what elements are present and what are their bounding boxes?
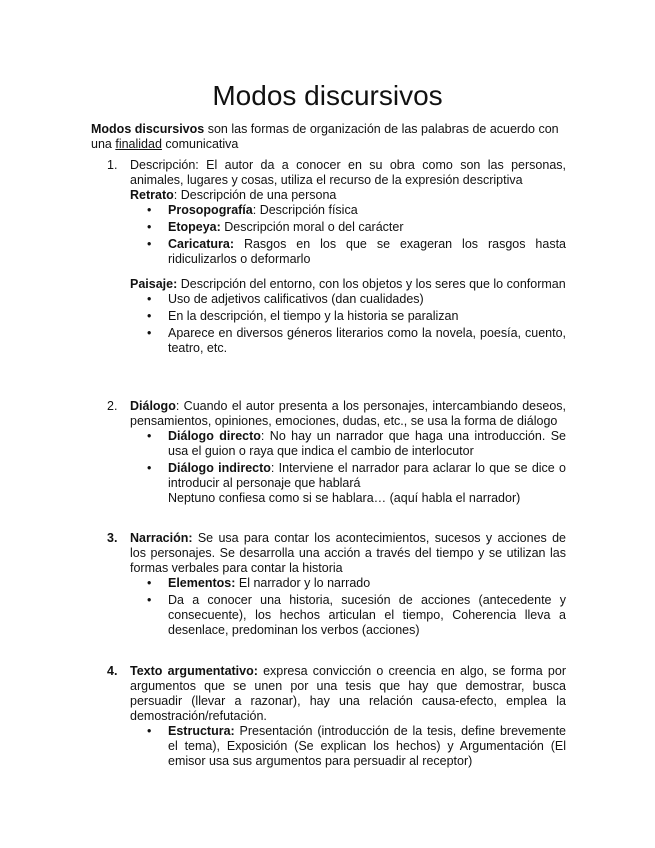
retrato-text: : Descripción de una persona bbox=[173, 188, 337, 202]
dialogo-list bbox=[130, 429, 566, 506]
intro-lead: Modos discursivos bbox=[91, 122, 205, 136]
item-text: : No hay un narrador que haga una introducción. Se usa el guion o raya que indica el cambio de interlocutor bbox=[168, 429, 566, 458]
item-label: Prosopografía bbox=[168, 203, 253, 217]
list-item bbox=[130, 724, 566, 769]
list-item bbox=[130, 237, 566, 267]
list-item bbox=[130, 326, 566, 356]
item-text: El narrador y lo narrado bbox=[235, 576, 371, 590]
retrato-label: Retrato bbox=[130, 188, 174, 202]
bullet-icon: • bbox=[147, 593, 152, 607]
intro-text-1: son las formas de organización de las palabras de acuerdo con una bbox=[91, 122, 559, 151]
bullet-icon: • bbox=[147, 461, 152, 475]
item-text: : Descripción física bbox=[252, 203, 358, 217]
paisaje-label: Paisaje: bbox=[130, 277, 178, 291]
bullet-icon: • bbox=[147, 237, 152, 251]
intro-underlined-word: finalidad bbox=[115, 137, 162, 151]
bullet-icon: • bbox=[147, 326, 152, 340]
intro-paragraph bbox=[91, 122, 566, 152]
list-item bbox=[130, 203, 566, 218]
argumentativo-list bbox=[130, 724, 566, 769]
bullet-icon: • bbox=[147, 309, 152, 323]
intro-text-2: comunicativa bbox=[161, 137, 239, 151]
section-text bbox=[130, 664, 566, 724]
bullet-icon: • bbox=[147, 203, 152, 217]
item-label: Diálogo directo bbox=[168, 429, 261, 443]
item-label: Elementos: bbox=[168, 576, 236, 590]
paisaje-text: Descripción del entorno, con los objetos y los seres que lo conforman bbox=[177, 277, 566, 291]
bullet-icon: • bbox=[147, 220, 152, 234]
item-label: Diálogo indirecto bbox=[168, 461, 271, 475]
section-label: Texto argumentativo: bbox=[130, 664, 258, 678]
list-item bbox=[130, 461, 566, 506]
item-label: Caricatura: bbox=[168, 237, 234, 251]
item-text: Uso de adjetivos calificativos (dan cualidades) bbox=[168, 292, 424, 306]
bullet-icon: • bbox=[147, 724, 152, 738]
section-body: : Cuando el autor presenta a los personajes, intercambiando deseos, pensamientos, opiniones, emociones, dudas, etc., se usa la forma de diálogo bbox=[130, 399, 566, 428]
list-item bbox=[130, 309, 566, 324]
paisaje-line bbox=[130, 277, 566, 292]
section-number: 2. bbox=[107, 399, 118, 413]
section-text: Descripción: El autor da a conocer en su obra como son las personas, animales, lugares y cosas, utiliza el recurso de la expresión descriptiva bbox=[130, 158, 566, 187]
list-item bbox=[130, 593, 566, 638]
section-number: 4. bbox=[107, 664, 118, 678]
item-text: En la descripción, el tiempo y la historia se paralizan bbox=[168, 309, 459, 323]
item-label: Estructura: bbox=[168, 724, 235, 738]
section-body: Se usa para contar los acontecimientos, sucesos y acciones de los personajes. Se desarrolla una acción a través del tiempo y se utilizan las formas verbales para contar la historia bbox=[130, 531, 566, 575]
list-item bbox=[130, 292, 566, 307]
retrato-line bbox=[130, 188, 566, 203]
section-text bbox=[130, 531, 566, 576]
section-label: Diálogo bbox=[130, 399, 176, 413]
bullet-icon: • bbox=[147, 429, 152, 443]
item-text: Da a conocer una historia, sucesión de acciones (antecedente y consecuente), los hechos articulan el tiempo, Coherencia lleva a desenlace, predominan los verbos (acciones) bbox=[168, 593, 566, 637]
narracion-list bbox=[130, 576, 566, 638]
item-label: Etopeya: bbox=[168, 220, 221, 234]
item-text: Rasgos en los que se exageran los rasgos hasta ridiculizarlos o deformarlo bbox=[168, 237, 566, 266]
section-number: 1. bbox=[107, 158, 118, 172]
section-number: 3. bbox=[107, 531, 118, 545]
page-title: Modos discursivos bbox=[212, 80, 443, 111]
item-text: Descripción moral o del carácter bbox=[220, 220, 404, 234]
section-text bbox=[130, 399, 566, 429]
item-extra: Neptuno confiesa como si se hablara… (aquí habla el narrador) bbox=[168, 491, 521, 505]
list-item bbox=[130, 429, 566, 459]
bullet-icon: • bbox=[147, 292, 152, 306]
list-item bbox=[130, 576, 566, 591]
retrato-list bbox=[130, 203, 566, 267]
list-item bbox=[130, 220, 566, 235]
item-text: Presentación (introducción de la tesis, define brevemente el tema), Exposición (Se explican los hechos) y Argumentación (El emisor usa sus argumentos para persuadir al receptor) bbox=[168, 724, 566, 768]
item-text: : Interviene el narrador para aclarar lo que se dice o introducir al personaje que hablará bbox=[168, 461, 566, 490]
paisaje-list bbox=[130, 292, 566, 356]
section-label: Narración: bbox=[130, 531, 193, 545]
item-text: Aparece en diversos géneros literarios como la novela, poesía, cuento, teatro, etc. bbox=[168, 326, 566, 355]
bullet-icon: • bbox=[147, 576, 152, 590]
section-body: expresa convicción o creencia en algo, se forma por argumentos que se unen por una tesis que hay que demostrar, busca persuadir (llevar a razonar), hay una relación causa-efecto, emplea la demostración/refutación. bbox=[130, 664, 566, 723]
